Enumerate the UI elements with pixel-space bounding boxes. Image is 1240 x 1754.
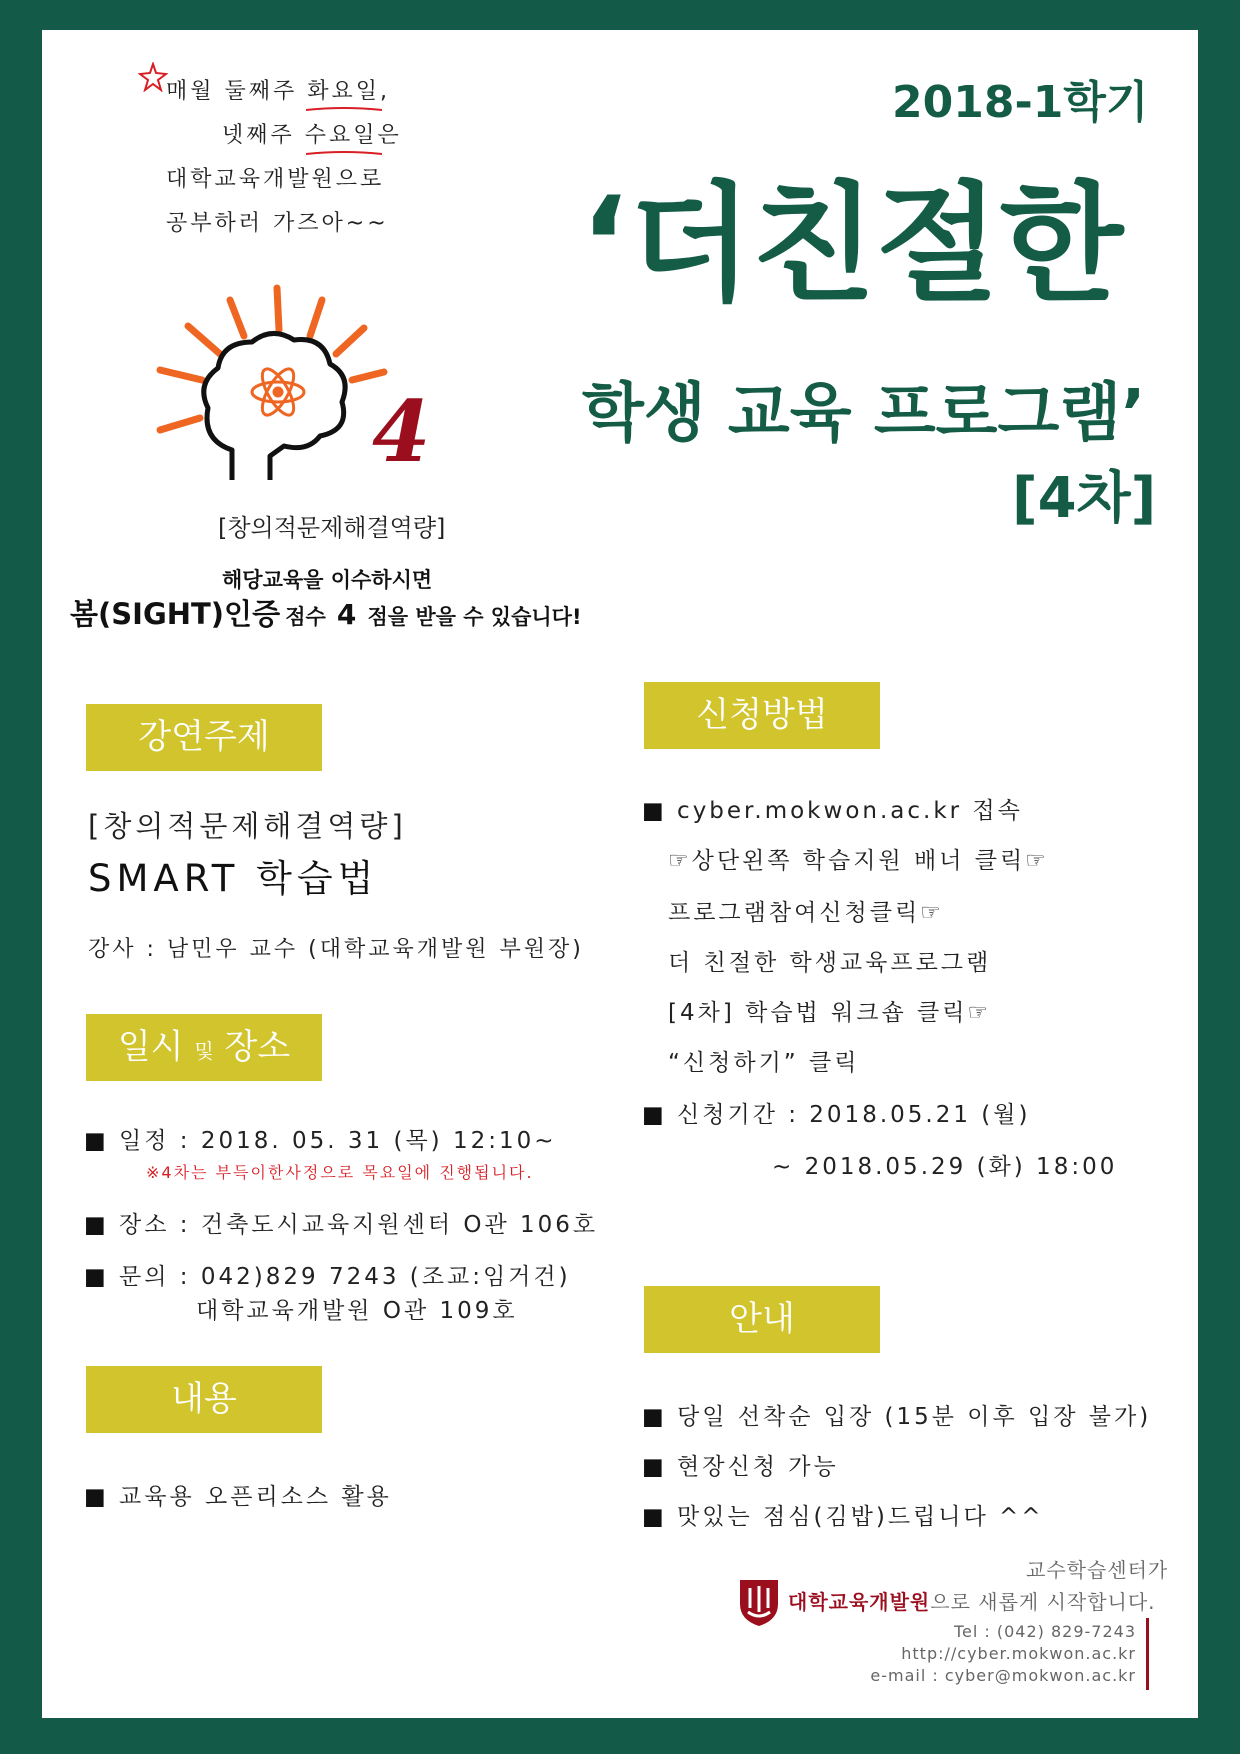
apply-period: ■ 신청기간 : 2018.05.21 (월) xyxy=(642,1096,1030,1129)
intro-line-2: 넷째주 수요일은 xyxy=(222,123,402,148)
badge-note-line2 xyxy=(70,592,582,633)
apply-period-end: ~ 2018.05.29 (화) 18:00 xyxy=(772,1154,1118,1180)
apply-step-3: 프로그램참여신청클릭☞ xyxy=(668,900,944,926)
atom-icon xyxy=(252,364,304,419)
semester: 2018-1학기 xyxy=(892,77,1149,128)
apply-step-5: [4차] 학습법 워크숍 클릭☞ xyxy=(668,1000,992,1026)
page-subtitle: 학생 교육 프로그램’ xyxy=(582,377,1146,451)
underline-tuesday xyxy=(304,104,384,114)
page-title: ‘더친절한 xyxy=(580,170,1124,319)
footer-line-2 xyxy=(788,1586,1156,1615)
apply-step-1: ■ cyber.mokwon.ac.kr 접속 xyxy=(642,792,1023,825)
schedule-label xyxy=(86,1014,322,1081)
schedule-contact: ■ 문의 : 042)829 7243 (조교:임거건) xyxy=(84,1258,571,1291)
lecture-label: 강연주제 xyxy=(86,704,322,771)
burst-rays xyxy=(160,288,384,430)
schedule-label-a: 일시 xyxy=(117,1027,184,1067)
intro-line-4: 공부하러 가즈아~~ xyxy=(166,211,389,236)
schedule-contact-room: 대학교육개발원 O관 109호 xyxy=(196,1298,518,1324)
apply-step-6: “신청하기” 클릭 xyxy=(668,1050,860,1076)
badge-number: 4 xyxy=(372,382,431,481)
guide-item-2: ■ 현장신청 가능 xyxy=(642,1448,839,1481)
round-label: [4차] xyxy=(1012,466,1157,531)
footer-org: 대학교육개발원 xyxy=(788,1590,931,1614)
score-value: 4 xyxy=(336,598,357,631)
footer-line-2-rest: 으로 새롭게 시작합니다. xyxy=(930,1590,1156,1614)
apply-label: 신청방법 xyxy=(644,682,880,749)
badge-note-line1: 해당교육을 이수하시면 xyxy=(222,568,433,592)
poster xyxy=(42,30,1198,1718)
sight-cert-label: 봄(SIGHT)인증 xyxy=(70,597,281,631)
footer-line-1: 교수학습센터가 xyxy=(1026,1558,1169,1582)
underline-wednesday xyxy=(304,148,384,158)
apply-step-2: ☞상단왼쪽 학습지원 배너 클릭☞ xyxy=(668,848,1049,874)
guide-item-1: ■ 당일 선착순 입장 (15분 이후 입장 불가) xyxy=(642,1398,1151,1431)
guide-label: 안내 xyxy=(644,1286,880,1353)
footer-url[interactable]: http://cyber.mokwon.ac.kr xyxy=(901,1644,1136,1663)
mokwon-logo xyxy=(736,1574,782,1628)
badge-competency: [창의적문제해결역량] xyxy=(218,514,446,542)
lecture-topic-2: SMART 학습법 xyxy=(88,857,379,900)
footer-divider xyxy=(1146,1618,1149,1690)
schedule-date: ■ 일정 : 2018. 05. 31 (목) 12:10~ xyxy=(84,1122,557,1155)
guide-item-3: ■ 맛있는 점심(김밥)드립니다 ^^ xyxy=(642,1498,1044,1531)
schedule-note: ※4차는 부득이한사정으로 목요일에 진행됩니다. xyxy=(146,1163,534,1182)
schedule-label-mid: 및 xyxy=(194,1039,214,1063)
schedule-place: ■ 장소 : 건축도시교육지원센터 O관 106호 xyxy=(84,1206,598,1239)
score-post: 점을 받을 수 있습니다! xyxy=(367,605,582,629)
lecture-instructor: 강사 : 남민우 교수 (대학교육개발원 부원장) xyxy=(88,937,584,962)
intro-line-1: 매월 둘째주 화요일, xyxy=(166,79,390,104)
apply-step-4: 더 친절한 학생교육프로그램 xyxy=(668,950,992,976)
lecture-topic-1: [창의적문제해결역량] xyxy=(88,809,407,843)
intro-line-3: 대학교육개발원으로 xyxy=(166,167,385,192)
content-item: ■ 교육용 오픈리소스 활용 xyxy=(84,1478,392,1511)
score-pre: 점수 xyxy=(285,605,326,629)
schedule-label-b: 장소 xyxy=(224,1027,291,1067)
star-icon xyxy=(138,62,168,92)
footer-email[interactable]: e-mail : cyber@mokwon.ac.kr xyxy=(870,1666,1136,1685)
content-label: 내용 xyxy=(86,1366,322,1433)
footer-tel: Tel : (042) 829-7243 xyxy=(953,1622,1136,1641)
brain-icon xyxy=(152,280,402,510)
